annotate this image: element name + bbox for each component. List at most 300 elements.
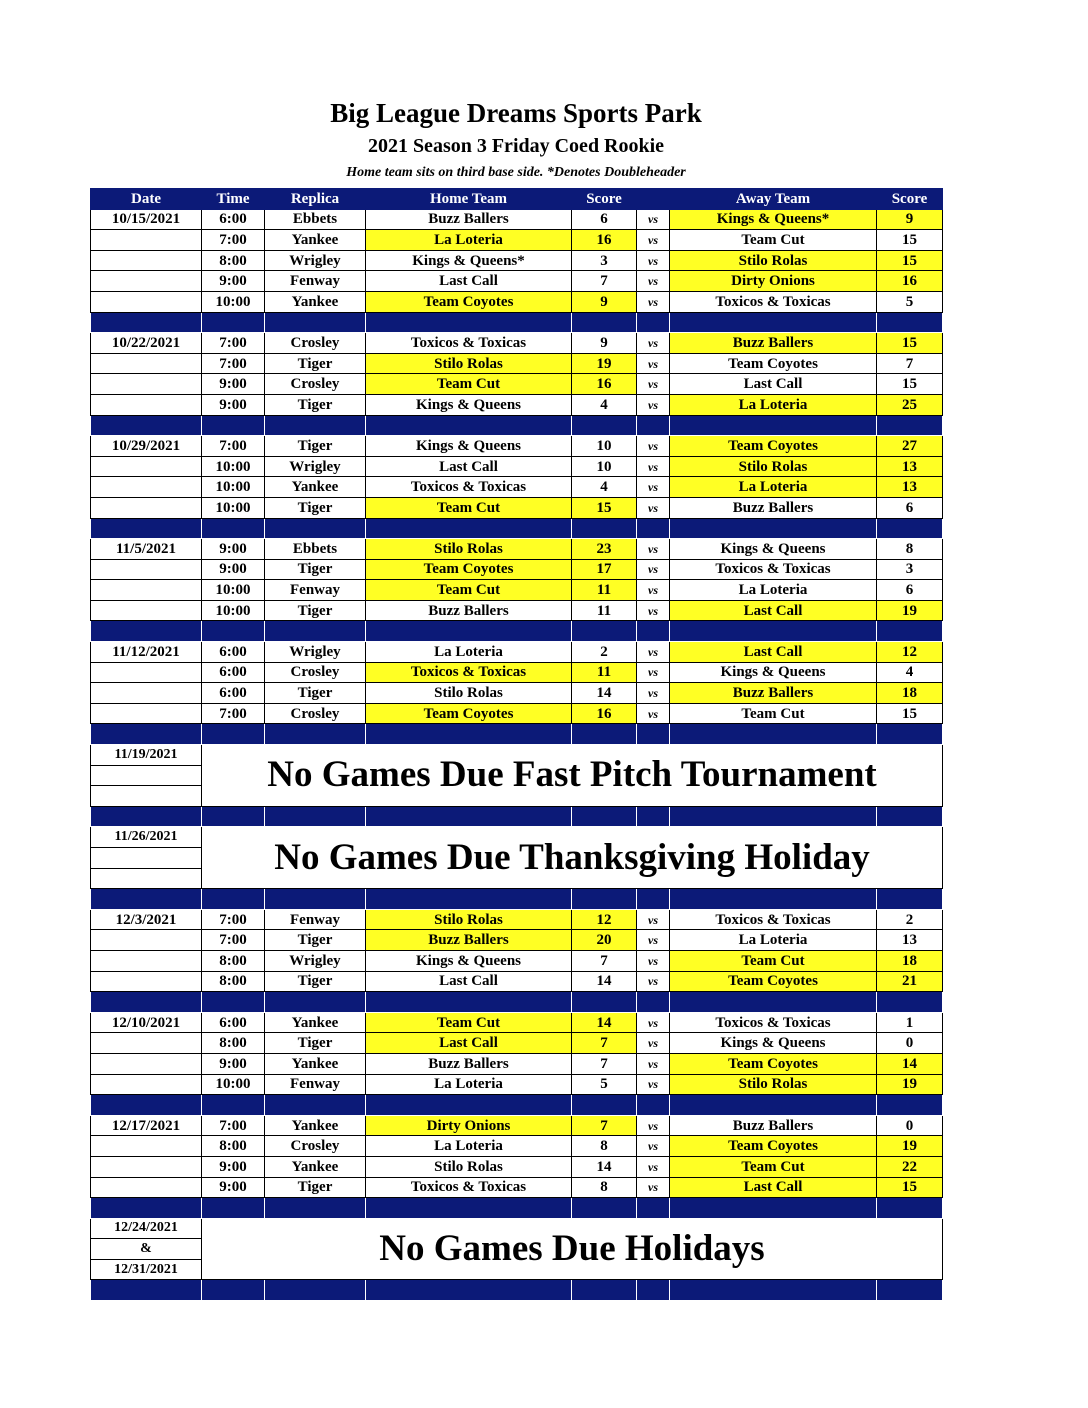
game-date bbox=[91, 950, 202, 971]
separator-cell bbox=[637, 415, 670, 436]
vs-label: vs bbox=[637, 209, 670, 230]
no-games-row bbox=[91, 827, 943, 848]
game-date bbox=[91, 559, 202, 580]
vs-label: vs bbox=[637, 394, 670, 415]
game-row bbox=[91, 230, 943, 251]
vs-label: vs bbox=[637, 703, 670, 724]
home-score: 4 bbox=[572, 477, 637, 498]
home-team: Dirty Onions bbox=[366, 1115, 572, 1136]
separator-cell bbox=[572, 518, 637, 539]
game-row bbox=[91, 909, 943, 930]
away-score: 9 bbox=[877, 209, 943, 230]
game-time: 10:00 bbox=[202, 497, 265, 518]
game-date bbox=[91, 456, 202, 477]
game-row bbox=[91, 703, 943, 724]
away-score: 15 bbox=[877, 703, 943, 724]
game-row bbox=[91, 930, 943, 951]
separator-cell bbox=[637, 1095, 670, 1116]
home-score: 16 bbox=[572, 230, 637, 251]
game-time: 9:00 bbox=[202, 1156, 265, 1177]
game-time: 7:00 bbox=[202, 333, 265, 354]
game-row bbox=[91, 539, 943, 560]
header-row bbox=[91, 189, 943, 210]
vs-label: vs bbox=[637, 230, 670, 251]
away-score: 15 bbox=[877, 333, 943, 354]
game-replica: Yankee bbox=[265, 477, 366, 498]
vs-label: vs bbox=[637, 950, 670, 971]
home-score: 17 bbox=[572, 559, 637, 580]
game-date bbox=[91, 971, 202, 992]
home-score: 14 bbox=[572, 971, 637, 992]
col-home-team-header: Home Team bbox=[366, 189, 572, 210]
home-score: 10 bbox=[572, 436, 637, 457]
away-score: 19 bbox=[877, 1136, 943, 1157]
game-row bbox=[91, 559, 943, 580]
away-team: Team Cut bbox=[670, 703, 877, 724]
away-score: 13 bbox=[877, 477, 943, 498]
vs-label: vs bbox=[637, 436, 670, 457]
week-separator bbox=[91, 621, 943, 642]
separator-cell bbox=[91, 1095, 202, 1116]
separator-cell bbox=[265, 415, 366, 436]
game-date bbox=[91, 394, 202, 415]
game-replica: Wrigley bbox=[265, 642, 366, 663]
game-date bbox=[91, 662, 202, 683]
game-row bbox=[91, 477, 943, 498]
game-time: 8:00 bbox=[202, 250, 265, 271]
game-row bbox=[91, 662, 943, 683]
vs-label: vs bbox=[637, 1177, 670, 1198]
separator-cell bbox=[572, 1198, 637, 1219]
home-score: 5 bbox=[572, 1074, 637, 1095]
home-team: Team Coyotes bbox=[366, 291, 572, 312]
separator-cell bbox=[877, 1280, 943, 1301]
home-team: Stilo Rolas bbox=[366, 909, 572, 930]
game-replica: Yankee bbox=[265, 291, 366, 312]
no-games-date bbox=[91, 765, 202, 786]
separator-cell bbox=[877, 806, 943, 827]
vs-label: vs bbox=[637, 971, 670, 992]
game-row bbox=[91, 497, 943, 518]
separator-cell bbox=[670, 992, 877, 1013]
separator-cell bbox=[637, 1280, 670, 1301]
game-row bbox=[91, 394, 943, 415]
week-separator bbox=[91, 1198, 943, 1219]
game-replica: Crosley bbox=[265, 703, 366, 724]
separator-cell bbox=[572, 724, 637, 745]
away-team: La Loteria bbox=[670, 394, 877, 415]
game-date bbox=[91, 230, 202, 251]
game-row bbox=[91, 353, 943, 374]
home-team: Kings & Queens* bbox=[366, 250, 572, 271]
game-time: 6:00 bbox=[202, 1012, 265, 1033]
vs-label: vs bbox=[637, 353, 670, 374]
separator-cell bbox=[877, 415, 943, 436]
game-date bbox=[91, 353, 202, 374]
game-date: 12/3/2021 bbox=[91, 909, 202, 930]
game-row bbox=[91, 291, 943, 312]
away-score: 6 bbox=[877, 497, 943, 518]
away-team: Buzz Ballers bbox=[670, 683, 877, 704]
game-replica: Wrigley bbox=[265, 950, 366, 971]
col-away-team-header: Away Team bbox=[670, 189, 877, 210]
separator-cell bbox=[91, 518, 202, 539]
game-replica: Yankee bbox=[265, 1012, 366, 1033]
vs-label: vs bbox=[637, 1136, 670, 1157]
away-team: Team Coyotes bbox=[670, 353, 877, 374]
home-team: Team Cut bbox=[366, 580, 572, 601]
home-score: 15 bbox=[572, 497, 637, 518]
home-score: 16 bbox=[572, 374, 637, 395]
home-team: Buzz Ballers bbox=[366, 1053, 572, 1074]
schedule-table bbox=[90, 188, 943, 1301]
away-team: Buzz Ballers bbox=[670, 497, 877, 518]
separator-cell bbox=[366, 621, 572, 642]
vs-label: vs bbox=[637, 497, 670, 518]
game-replica: Tiger bbox=[265, 559, 366, 580]
home-team: Team Cut bbox=[366, 1012, 572, 1033]
away-score: 0 bbox=[877, 1115, 943, 1136]
separator-cell bbox=[265, 1198, 366, 1219]
separator-cell bbox=[670, 1095, 877, 1116]
away-team: Toxicos & Toxicas bbox=[670, 291, 877, 312]
home-team: Last Call bbox=[366, 271, 572, 292]
separator-cell bbox=[91, 1198, 202, 1219]
col-vs-header bbox=[637, 189, 670, 210]
game-row bbox=[91, 1177, 943, 1198]
game-row bbox=[91, 1074, 943, 1095]
home-team: Toxicos & Toxicas bbox=[366, 662, 572, 683]
away-team: Team Coyotes bbox=[670, 1136, 877, 1157]
separator-cell bbox=[202, 518, 265, 539]
away-score: 0 bbox=[877, 1033, 943, 1054]
game-date bbox=[91, 930, 202, 951]
game-time: 10:00 bbox=[202, 600, 265, 621]
home-score: 9 bbox=[572, 291, 637, 312]
game-replica: Tiger bbox=[265, 971, 366, 992]
separator-cell bbox=[572, 312, 637, 333]
game-replica: Crosley bbox=[265, 333, 366, 354]
separator-cell bbox=[877, 1095, 943, 1116]
separator-cell bbox=[366, 1095, 572, 1116]
away-team: Last Call bbox=[670, 1177, 877, 1198]
separator-cell bbox=[670, 1198, 877, 1219]
game-row bbox=[91, 271, 943, 292]
vs-label: vs bbox=[637, 1074, 670, 1095]
home-score: 19 bbox=[572, 353, 637, 374]
game-time: 7:00 bbox=[202, 703, 265, 724]
game-time: 8:00 bbox=[202, 971, 265, 992]
no-games-row bbox=[91, 1218, 943, 1239]
home-score: 7 bbox=[572, 950, 637, 971]
separator-cell bbox=[265, 724, 366, 745]
separator-cell bbox=[670, 518, 877, 539]
home-team: Last Call bbox=[366, 971, 572, 992]
game-date bbox=[91, 580, 202, 601]
game-replica: Tiger bbox=[265, 436, 366, 457]
game-date bbox=[91, 703, 202, 724]
separator-cell bbox=[670, 1280, 877, 1301]
game-replica: Ebbets bbox=[265, 539, 366, 560]
separator-cell bbox=[265, 806, 366, 827]
away-team: Kings & Queens* bbox=[670, 209, 877, 230]
separator-cell bbox=[202, 1095, 265, 1116]
away-team: Last Call bbox=[670, 642, 877, 663]
home-team: Team Coyotes bbox=[366, 703, 572, 724]
home-score: 12 bbox=[572, 909, 637, 930]
separator-cell bbox=[265, 992, 366, 1013]
game-date bbox=[91, 271, 202, 292]
home-team: Team Cut bbox=[366, 497, 572, 518]
away-score: 21 bbox=[877, 971, 943, 992]
away-score: 15 bbox=[877, 230, 943, 251]
home-team: Stilo Rolas bbox=[366, 683, 572, 704]
away-team: Stilo Rolas bbox=[670, 456, 877, 477]
away-score: 3 bbox=[877, 559, 943, 580]
separator-cell bbox=[91, 621, 202, 642]
home-score: 11 bbox=[572, 580, 637, 601]
game-row bbox=[91, 1156, 943, 1177]
separator-cell bbox=[366, 1280, 572, 1301]
vs-label: vs bbox=[637, 662, 670, 683]
separator-cell bbox=[637, 621, 670, 642]
away-team: Team Coyotes bbox=[670, 971, 877, 992]
away-score: 15 bbox=[877, 374, 943, 395]
vs-label: vs bbox=[637, 1033, 670, 1054]
separator-cell bbox=[202, 1280, 265, 1301]
vs-label: vs bbox=[637, 1115, 670, 1136]
separator-cell bbox=[637, 724, 670, 745]
separator-cell bbox=[877, 621, 943, 642]
separator-cell bbox=[877, 1198, 943, 1219]
home-score: 4 bbox=[572, 394, 637, 415]
game-date: 10/29/2021 bbox=[91, 436, 202, 457]
game-row bbox=[91, 1136, 943, 1157]
game-row bbox=[91, 683, 943, 704]
game-replica: Tiger bbox=[265, 394, 366, 415]
vs-label: vs bbox=[637, 600, 670, 621]
away-team: Team Coyotes bbox=[670, 436, 877, 457]
game-time: 6:00 bbox=[202, 642, 265, 663]
home-team: Toxicos & Toxicas bbox=[366, 333, 572, 354]
home-team: Stilo Rolas bbox=[366, 539, 572, 560]
no-games-message: No Games Due Fast Pitch Tournament bbox=[202, 745, 943, 807]
home-team: Kings & Queens bbox=[366, 436, 572, 457]
game-date bbox=[91, 497, 202, 518]
away-score: 5 bbox=[877, 291, 943, 312]
home-score: 6 bbox=[572, 209, 637, 230]
game-replica: Tiger bbox=[265, 683, 366, 704]
game-replica: Fenway bbox=[265, 271, 366, 292]
game-time: 9:00 bbox=[202, 271, 265, 292]
separator-cell bbox=[366, 415, 572, 436]
home-score: 7 bbox=[572, 271, 637, 292]
game-replica: Yankee bbox=[265, 1115, 366, 1136]
no-games-date: 11/26/2021 bbox=[91, 827, 202, 848]
separator-cell bbox=[366, 889, 572, 910]
game-time: 10:00 bbox=[202, 580, 265, 601]
separator-cell bbox=[202, 889, 265, 910]
away-team: Toxicos & Toxicas bbox=[670, 559, 877, 580]
separator-cell bbox=[877, 312, 943, 333]
game-replica: Tiger bbox=[265, 353, 366, 374]
separator-cell bbox=[91, 1280, 202, 1301]
separator-cell bbox=[572, 806, 637, 827]
vs-label: vs bbox=[637, 930, 670, 951]
vs-label: vs bbox=[637, 539, 670, 560]
game-time: 8:00 bbox=[202, 1136, 265, 1157]
game-replica: Yankee bbox=[265, 230, 366, 251]
game-replica: Tiger bbox=[265, 930, 366, 951]
game-date: 12/10/2021 bbox=[91, 1012, 202, 1033]
game-date bbox=[91, 1033, 202, 1054]
separator-cell bbox=[91, 312, 202, 333]
home-team: Team Cut bbox=[366, 374, 572, 395]
game-row bbox=[91, 456, 943, 477]
away-team: Team Cut bbox=[670, 1156, 877, 1177]
col-date-header: Date bbox=[91, 189, 202, 210]
away-team: Team Cut bbox=[670, 230, 877, 251]
separator-cell bbox=[265, 621, 366, 642]
game-date bbox=[91, 1156, 202, 1177]
separator-cell bbox=[202, 312, 265, 333]
separator-cell bbox=[91, 889, 202, 910]
game-date bbox=[91, 600, 202, 621]
game-replica: Ebbets bbox=[265, 209, 366, 230]
away-team: Last Call bbox=[670, 600, 877, 621]
game-replica: Fenway bbox=[265, 909, 366, 930]
separator-cell bbox=[637, 992, 670, 1013]
game-date: 10/15/2021 bbox=[91, 209, 202, 230]
game-row bbox=[91, 600, 943, 621]
game-replica: Tiger bbox=[265, 497, 366, 518]
separator-cell bbox=[265, 312, 366, 333]
separator-cell bbox=[91, 415, 202, 436]
home-score: 7 bbox=[572, 1033, 637, 1054]
vs-label: vs bbox=[637, 1053, 670, 1074]
col-home-score-header: Score bbox=[572, 189, 637, 210]
separator-cell bbox=[877, 889, 943, 910]
away-team: Team Coyotes bbox=[670, 1053, 877, 1074]
game-time: 10:00 bbox=[202, 1074, 265, 1095]
separator-cell bbox=[637, 1198, 670, 1219]
game-time: 9:00 bbox=[202, 559, 265, 580]
away-team: Kings & Queens bbox=[670, 662, 877, 683]
game-row bbox=[91, 1012, 943, 1033]
game-row bbox=[91, 642, 943, 663]
home-score: 7 bbox=[572, 1053, 637, 1074]
vs-label: vs bbox=[637, 642, 670, 663]
away-score: 18 bbox=[877, 683, 943, 704]
game-replica: Fenway bbox=[265, 1074, 366, 1095]
away-score: 13 bbox=[877, 930, 943, 951]
week-separator bbox=[91, 992, 943, 1013]
vs-label: vs bbox=[637, 1012, 670, 1033]
home-team: Toxicos & Toxicas bbox=[366, 477, 572, 498]
away-score: 13 bbox=[877, 456, 943, 477]
separator-cell bbox=[637, 312, 670, 333]
vs-label: vs bbox=[637, 374, 670, 395]
no-games-date bbox=[91, 786, 202, 807]
game-time: 7:00 bbox=[202, 230, 265, 251]
home-team: Buzz Ballers bbox=[366, 600, 572, 621]
game-replica: Yankee bbox=[265, 1156, 366, 1177]
home-score: 7 bbox=[572, 1115, 637, 1136]
game-row bbox=[91, 333, 943, 354]
separator-cell bbox=[572, 1095, 637, 1116]
col-time-header: Time bbox=[202, 189, 265, 210]
schedule-body bbox=[91, 189, 943, 1301]
away-score: 19 bbox=[877, 1074, 943, 1095]
home-score: 9 bbox=[572, 333, 637, 354]
game-row bbox=[91, 1033, 943, 1054]
game-date: 11/5/2021 bbox=[91, 539, 202, 560]
separator-cell bbox=[637, 518, 670, 539]
separator-cell bbox=[202, 415, 265, 436]
no-games-message: No Games Due Thanksgiving Holiday bbox=[202, 827, 943, 889]
away-score: 1 bbox=[877, 1012, 943, 1033]
home-score: 14 bbox=[572, 683, 637, 704]
separator-cell bbox=[202, 724, 265, 745]
game-row bbox=[91, 209, 943, 230]
week-separator bbox=[91, 724, 943, 745]
separator-cell bbox=[265, 1095, 366, 1116]
home-score: 14 bbox=[572, 1012, 637, 1033]
game-time: 7:00 bbox=[202, 436, 265, 457]
home-score: 16 bbox=[572, 703, 637, 724]
col-replica-header: Replica bbox=[265, 189, 366, 210]
game-time: 7:00 bbox=[202, 909, 265, 930]
separator-cell bbox=[366, 518, 572, 539]
separator-cell bbox=[572, 992, 637, 1013]
away-score: 6 bbox=[877, 580, 943, 601]
game-replica: Crosley bbox=[265, 662, 366, 683]
game-replica: Crosley bbox=[265, 1136, 366, 1157]
separator-cell bbox=[637, 889, 670, 910]
away-score: 19 bbox=[877, 600, 943, 621]
away-team: Toxicos & Toxicas bbox=[670, 909, 877, 930]
away-score: 4 bbox=[877, 662, 943, 683]
home-team: Kings & Queens bbox=[366, 950, 572, 971]
separator-cell bbox=[670, 889, 877, 910]
home-score: 2 bbox=[572, 642, 637, 663]
away-team: Stilo Rolas bbox=[670, 250, 877, 271]
separator-cell bbox=[572, 415, 637, 436]
away-score: 15 bbox=[877, 1177, 943, 1198]
game-date bbox=[91, 1074, 202, 1095]
away-score: 25 bbox=[877, 394, 943, 415]
col-away-score-header: Score bbox=[877, 189, 943, 210]
away-team: Stilo Rolas bbox=[670, 1074, 877, 1095]
home-score: 23 bbox=[572, 539, 637, 560]
game-replica: Wrigley bbox=[265, 250, 366, 271]
page-subtitle: 2021 Season 3 Friday Coed Rookie bbox=[367, 135, 665, 157]
vs-label: vs bbox=[637, 559, 670, 580]
game-time: 7:00 bbox=[202, 353, 265, 374]
no-games-message: No Games Due Holidays bbox=[202, 1218, 943, 1280]
no-games-date: 11/19/2021 bbox=[91, 745, 202, 766]
game-time: 6:00 bbox=[202, 209, 265, 230]
game-row bbox=[91, 971, 943, 992]
separator-cell bbox=[265, 889, 366, 910]
week-separator bbox=[91, 312, 943, 333]
vs-label: vs bbox=[637, 477, 670, 498]
vs-label: vs bbox=[637, 909, 670, 930]
game-time: 8:00 bbox=[202, 1033, 265, 1054]
home-score: 14 bbox=[572, 1156, 637, 1177]
game-replica: Fenway bbox=[265, 580, 366, 601]
away-team: Kings & Queens bbox=[670, 1033, 877, 1054]
